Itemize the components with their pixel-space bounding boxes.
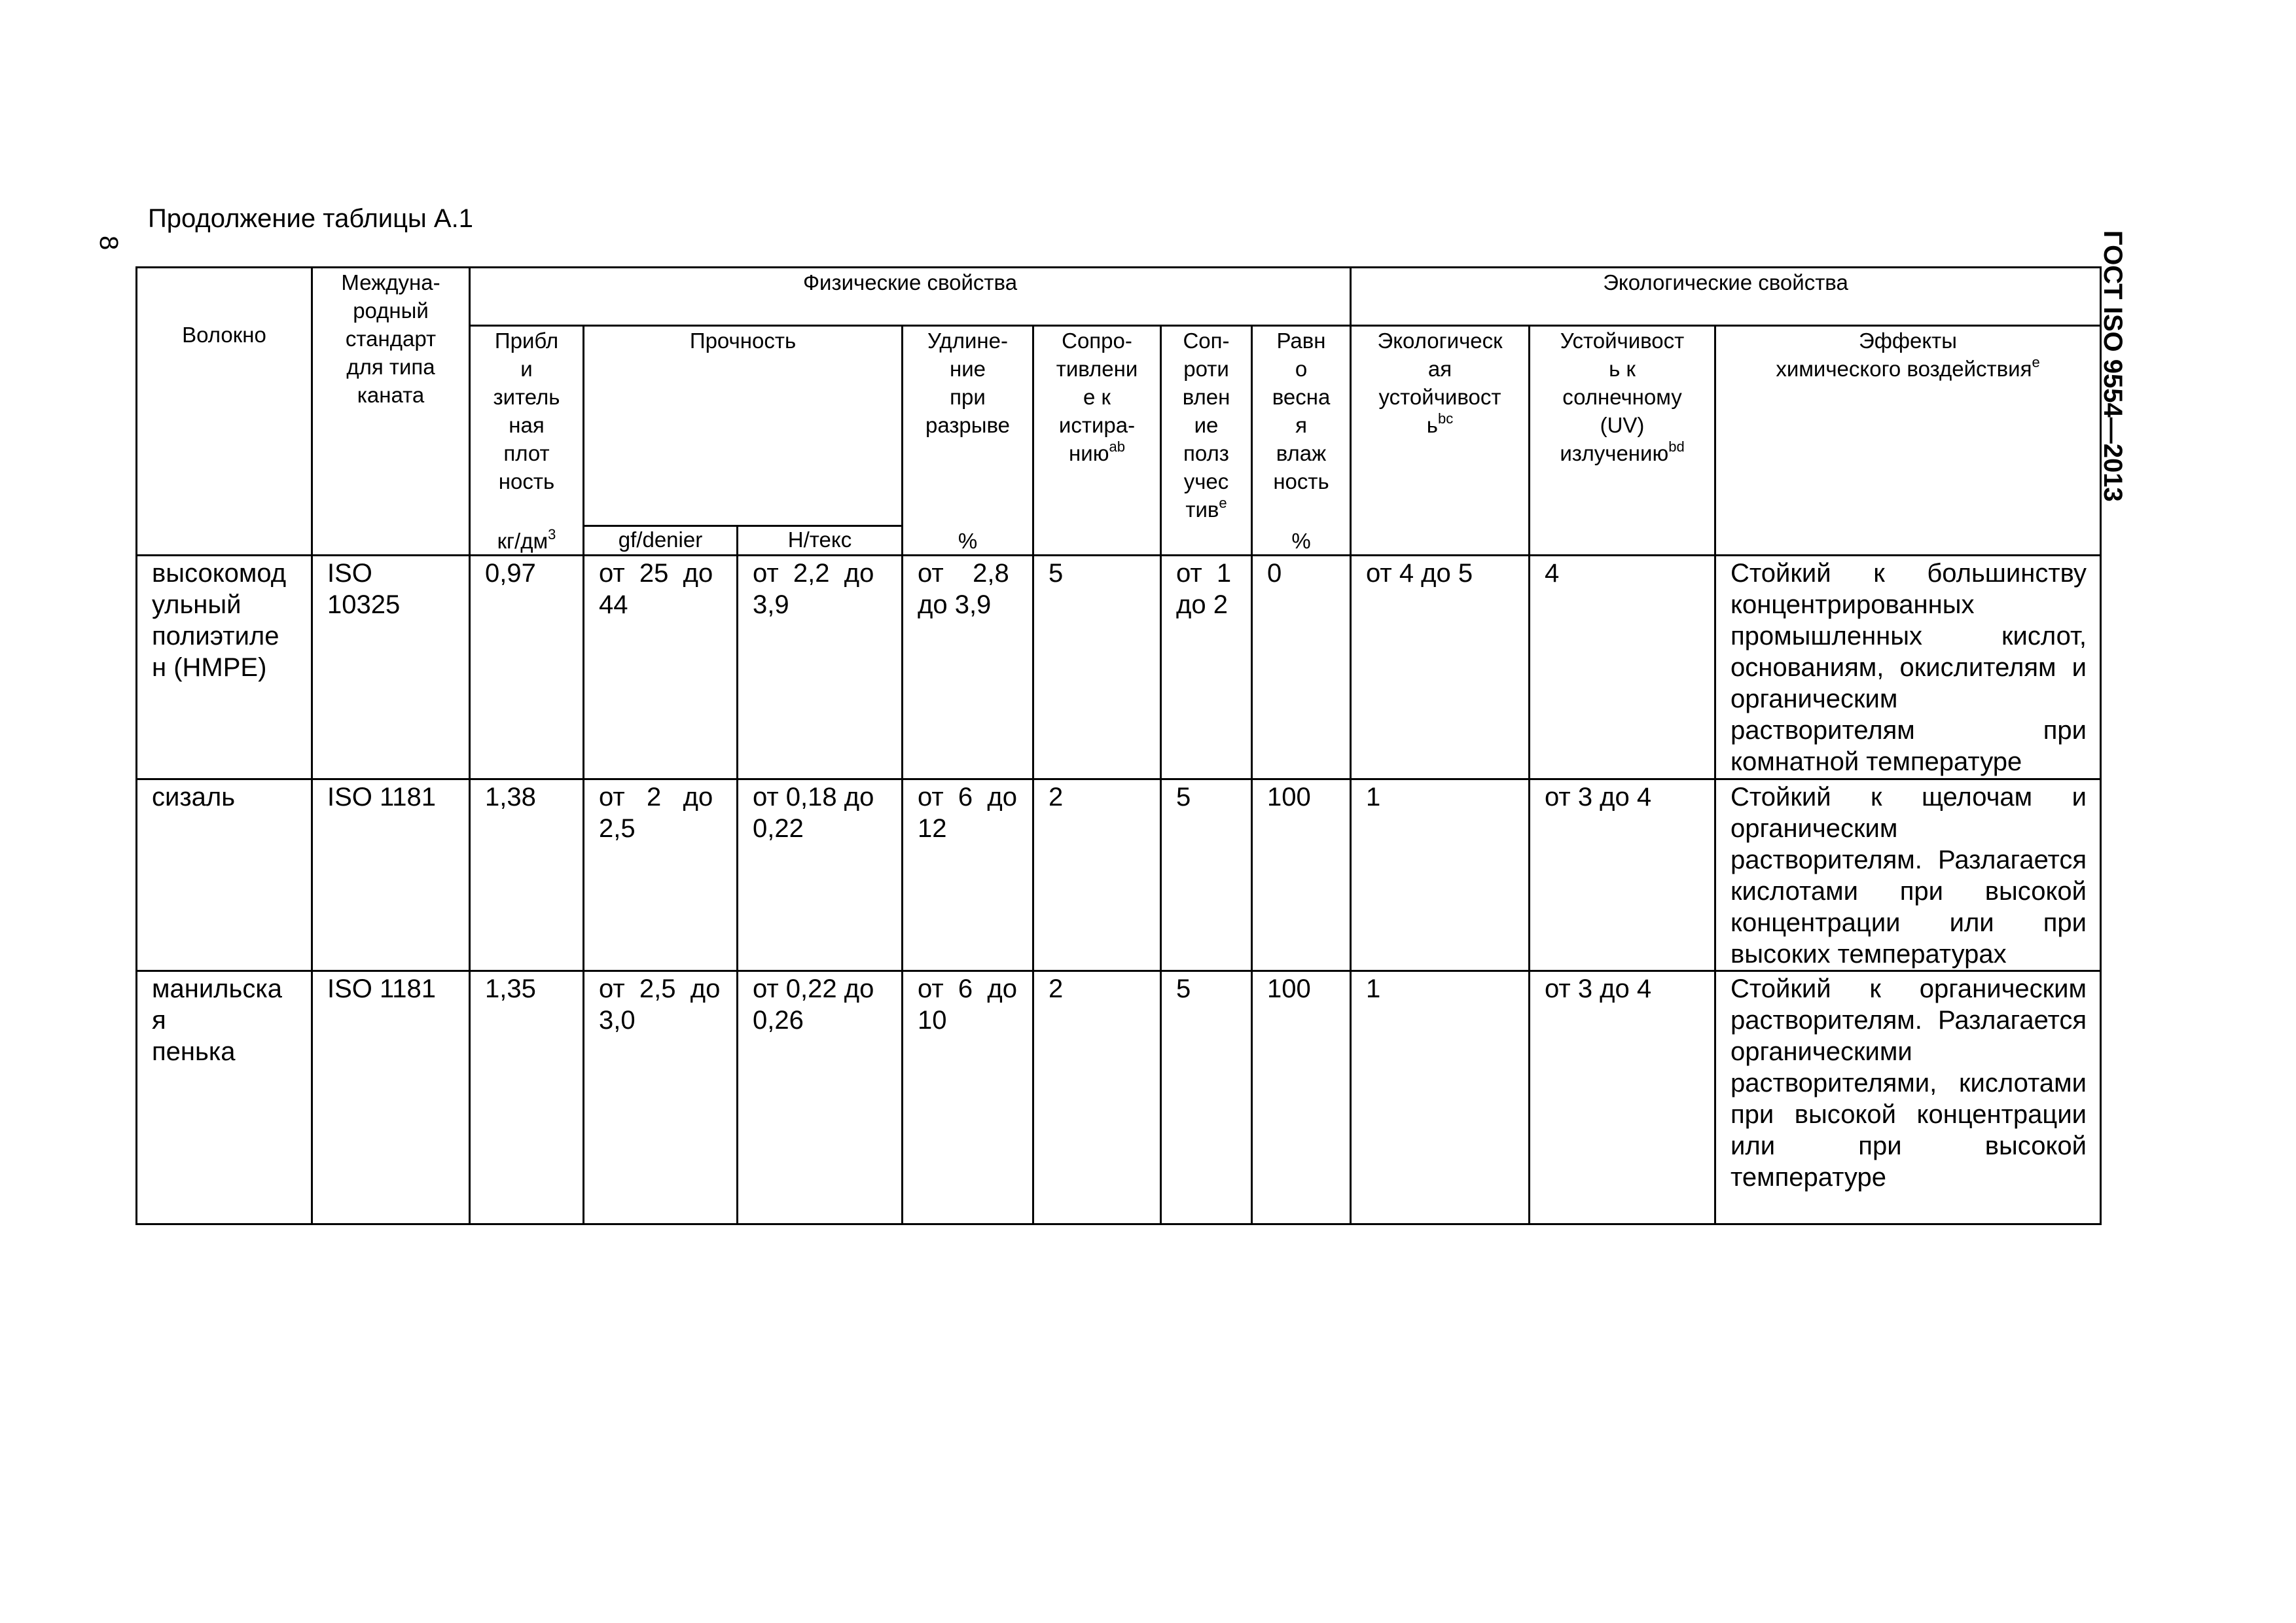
- cell-strength-gf: от 2,5 до 3,0: [584, 971, 738, 1224]
- cell-uv: 4: [1530, 556, 1715, 779]
- header-ecological: Экологические свойства: [1351, 268, 2101, 326]
- cell-uv: от 3 до 4: [1530, 779, 1715, 971]
- header-uv-stability: Устойчивост ь к солнечному (UV) излучению$^{bd}$: [1530, 326, 1715, 556]
- cell-strength-n: от 2,2 до 3,9: [738, 556, 903, 779]
- cell-uv: от 3 до 4: [1530, 971, 1715, 1224]
- density-unit: кг/дм: [497, 529, 548, 553]
- table-row: [137, 779, 2101, 971]
- cell-strength-n: от 0,18 до 0,22: [738, 779, 903, 971]
- table-row: [137, 971, 2101, 1224]
- cell-elongation: от 2,8 до 3,9: [903, 556, 1033, 779]
- cell-standard: ISO 1181: [312, 971, 470, 1224]
- cell-strength-gf: от 25 до 44: [584, 556, 738, 779]
- header-chemical: Эффекты химического воздействия$^e$: [1715, 326, 2101, 556]
- header-physical: Физические свойства: [470, 268, 1351, 326]
- cell-abrasion: 2: [1033, 779, 1161, 971]
- header-strength: Прочность: [584, 326, 903, 526]
- cell-abrasion: 2: [1033, 971, 1161, 1224]
- cell-creep: 5: [1161, 779, 1252, 971]
- header-abrasion: Сопро- тивлени е к истира- нию$^{ab}$: [1033, 326, 1161, 556]
- header-strength-n: Н/текс: [738, 526, 903, 556]
- table-caption: Продолжение таблицы А.1: [148, 204, 473, 233]
- document-title: ГОСТ ISO 9554—2013: [2098, 230, 2127, 502]
- cell-chemical: Стойкий к щелочам и органическим растворителям. Разлагается кислотами при высокой концентрации или при высоких температурах: [1715, 779, 2101, 971]
- cell-chemical: Стойкий к большинству концентрированных промышленных кислот, основаниям, окислителям и органическим растворителям при комнатной температуре: [1715, 556, 2101, 779]
- cell-strength-gf: от 2 до 2,5: [584, 779, 738, 971]
- header-standard: Междуна- родный стандарт для типа каната: [312, 268, 470, 556]
- cell-standard: ISO 1181: [312, 779, 470, 971]
- header-moisture: Равн о весна я влаж ность %: [1252, 326, 1351, 556]
- cell-moisture: 0: [1252, 556, 1351, 779]
- cell-moisture: 100: [1252, 779, 1351, 971]
- cell-eco: 1: [1351, 779, 1530, 971]
- header-fiber: Волокно: [137, 268, 312, 556]
- header-strength-gf: gf/denier: [584, 526, 738, 556]
- cell-elongation: от 6 до 12: [903, 779, 1033, 971]
- header-density: Прибл и зитель ная плот ность $кг/дм^3$: [470, 326, 584, 556]
- header-eco-stability: Экологическ ая устойчивост $ь^{bc}$: [1351, 326, 1530, 556]
- cell-strength-n: от 0,22 до 0,26: [738, 971, 903, 1224]
- cell-abrasion: 5: [1033, 556, 1161, 779]
- cell-fiber: высокомод ульный полиэтиле н (HMPE): [137, 556, 312, 779]
- cell-fiber: сизаль: [137, 779, 312, 971]
- properties-table: [135, 266, 2102, 1225]
- page-number: 8: [94, 236, 123, 251]
- cell-density: 0,97: [470, 556, 584, 779]
- header-creep: Соп- роти влен ие полз учес тив$^e$: [1161, 326, 1252, 556]
- cell-creep: 5: [1161, 971, 1252, 1224]
- cell-density: 1,38: [470, 779, 584, 971]
- cell-standard: ISO 10325: [312, 556, 470, 779]
- cell-eco: 1: [1351, 971, 1530, 1224]
- cell-elongation: от 6 до 10: [903, 971, 1033, 1224]
- moisture-unit: %: [1291, 529, 1311, 553]
- elongation-unit: %: [958, 529, 978, 553]
- header-elongation: Удлине- ние при разрыве %: [903, 326, 1033, 556]
- cell-density: 1,35: [470, 971, 584, 1224]
- cell-fiber: манильска я пенька: [137, 971, 312, 1224]
- cell-moisture: 100: [1252, 971, 1351, 1224]
- cell-eco: от 4 до 5: [1351, 556, 1530, 779]
- cell-chemical: Стойкий к органическим растворителям. Разлагается органическими растворителями, кислотами при высокой концентрации или при высокой температуре: [1715, 971, 2101, 1224]
- cell-creep: от 1 до 2: [1161, 556, 1252, 779]
- table-row: [137, 556, 2101, 779]
